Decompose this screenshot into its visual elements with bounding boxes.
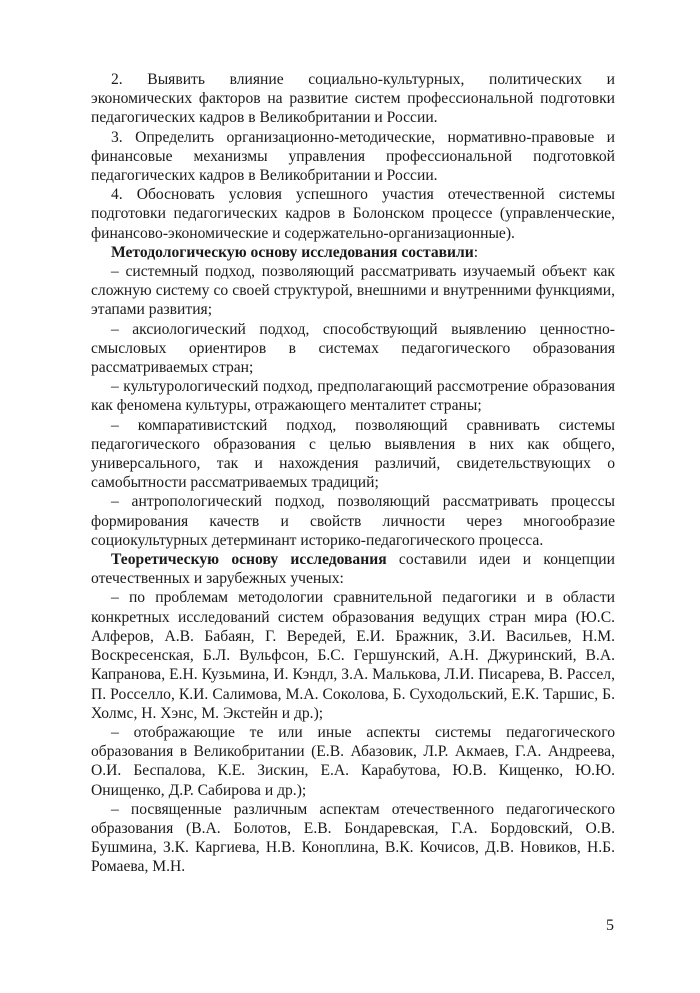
bold-heading: Теоретическую основу исследования <box>111 551 387 569</box>
paragraph: – системный подход, позволяющий рассматривать изучаемый объект как сложную систему со своей структурой, внешними и внутренними функциями, этапами развития; <box>91 263 615 319</box>
page-number: 5 <box>606 917 614 934</box>
text-body <box>91 70 615 877</box>
paragraph: – культурологический подход, предполагающий рассмотрение образования как феномена культуры, отражающего менталитет страны; <box>91 378 615 415</box>
paragraph: Методологическую основу исследования составили: <box>111 243 479 261</box>
paragraph: – по проблемам методологии сравнительной педагогики и в области конкретных исследований систем образования ведущих стран мира (Ю.С. Алферов, А.В. Бабаян, Г. Beредей, Е.И. Бражник, З.И. Васильев, Н.М. Воскресенская, Б.Л. Вульфсон, Б.С. Гершунский, А.Н. Джуринский, В.А. Капранова, Е.Н. Кузьмина, И. Кэндл, З.А. Малькова, Л.И. Писарева, В. Рассел, П. Росселло, К.И. Салимова, М.А. Соколова, Б. Суходольский, Е.К. Таршис, Б. Холмс, Н. Хэнс, М. Экстейн и др.); <box>91 589 615 722</box>
paragraph: Теоретическую основу исследования составили идеи и концепции отечественных и зарубежных ученых: <box>91 551 615 588</box>
paragraph: – отображающие те или иные аспекты системы педагогического образования в Великобритании (Е.В. Абазовик, Л.Р. Акмаев, Г.А. Андреева, О.И. Беспалова, К.Е. Зискин, Е.А. Карабутова, Ю.В. Кищенко, Ю.Ю. Онищенко, Д.Р. Сабирова и др.); <box>91 723 615 799</box>
paragraph: 3. Определить организационно-методические, нормативно-правовые и финансовые механизмы управления профессиональной подготовкой педагогических кадров в Великобритании и России. <box>91 128 615 185</box>
paragraph: – посвященные различным аспектам отечественного педагогического образования (В.А. Болотов, Е.В. Бондаревская, Г.А. Бордовский, О.В. Бушмина, З.К. Каргиева, Н.В. Коноплина, В.К. Кочисов, Д.В. Новиков, Н.Б. Ромаева, М.Н. <box>91 800 615 876</box>
paragraph: – компаративистский подход, позволяющий сравнивать системы педагогического образования с целью выявления в них как общего, универсального, так и нахождения различий, свидетельствующих о самобытности рассматриваемых традиций; <box>91 416 615 492</box>
paragraph: 2. Выявить влияние социально-культурных, политических и экономических факторов на развитие систем профессиональной подготовки педагогических кадров в Великобритании и России. <box>91 71 615 127</box>
bold-heading: Методологическую основу исследования составили <box>111 243 474 261</box>
paragraph: 4. Обосновать условия успешного участия отечественной системы подготовки педагогических кадров в Болонском процессе (управленческие, финансово-экономические и содержательно-организационные). <box>91 186 615 242</box>
paragraph: – антропологический подход, позволяющий рассматривать процессы формирования качеств и свойств личности через многообразие социокультурных детерминант историко-педагогического процесса. <box>91 493 615 549</box>
paragraph: – аксиологический подход, способствующий выявлению ценностно-смысловых ориентиров в системах педагогического образования рассматриваемых стран; <box>91 320 615 377</box>
